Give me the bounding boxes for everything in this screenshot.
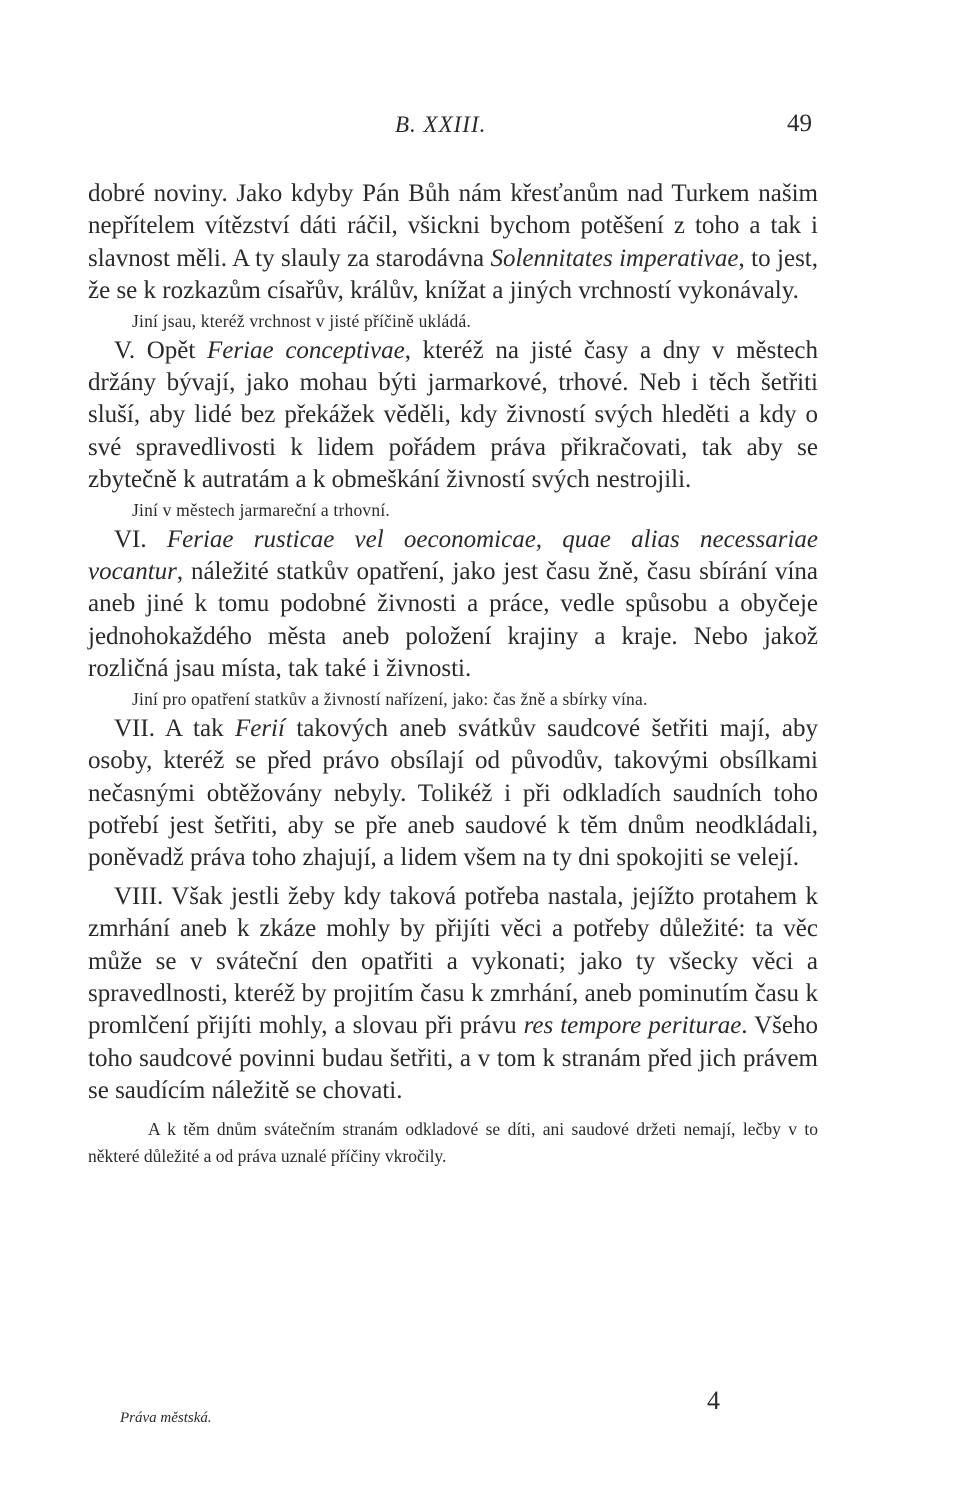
margin-note: A k těm dnům svátečním stranám odkladové se díti, ani saudové držeti nemají, lečby v to některé důležité a od práva uznalé příčiny vkročily. <box>88 1118 818 1166</box>
paragraph-text: VI. <box>114 525 167 553</box>
paragraph-text: V. Opět <box>114 336 208 364</box>
running-header: B. XXIII. <box>395 112 487 137</box>
paragraph-text: , to jest, že se k rozkazům císařův, králův, knížat a jiných vrchností vykonávaly. <box>88 244 818 305</box>
page-body <box>88 178 818 1170</box>
paragraph-vi <box>88 524 818 686</box>
latin-term: res tempore periturae <box>523 1012 742 1040</box>
signature-line: Práva městská. <box>120 1410 212 1426</box>
page-number: 49 <box>787 110 812 137</box>
margin-note: Jiní v městech jarmareční a trhovní. <box>132 499 390 520</box>
paragraph-text: , kteréž na jisté časy a dny v městech držány bývají, jako mohau býti jarmarkové, trhové. Neb i těch šetřiti sluší, aby lidé bez překážek věděli, kdy živností svých hleděti a kdy o své spravedlivosti k lidem pořádem práva přikračovati, tak aby se zbytečně k autratám a k obmeškání živností svých nestrojili. <box>88 336 819 494</box>
margin-note: Jiní jsau, kteréž vrchnost v jisté příčině ukládá. <box>132 310 472 331</box>
sheet-number: 4 <box>707 1386 720 1415</box>
paragraph-v <box>88 335 818 497</box>
margin-note: Jiní pro opatření statkův a živností nařízení, jako: čas žně a sbírky vína. <box>132 688 648 709</box>
latin-term: Ferií <box>234 714 285 742</box>
latin-term: Feriae conceptivae <box>207 336 405 364</box>
latin-term: Solennitates imperativae <box>490 244 739 272</box>
latin-term: Feriae rusticae vel oeconomicae, quae alias necessariae vocantur <box>88 525 818 586</box>
paragraph-text: dobré noviny. Jako kdyby Pán Bůh nám křesťanům nad Turkem našim nepřítelem vítězství dáti ráčil, všickni bychom potěšení z toho a tak i slavnost měli. A ty slauly za starodávna <box>88 180 818 272</box>
paragraph-text: VII. A tak <box>114 714 235 742</box>
paragraph-text: VIII. Však jestli žeby kdy taková potřeba nastala, jejížto protahem k zmrhání aneb k zkáze mohly by přijíti věci a potřeby důležité: ta věc může se v sváteční den opatřiti a vykonati; jako ty všecky věci a spravedlnosti, kteréž by projitím času k zmrhání, aneb pominutím času k promlčení přijíti mohly, a slovau při právu <box>88 882 818 1040</box>
paragraph <box>88 178 818 308</box>
paragraph-vii <box>88 713 818 875</box>
paragraph-text: takových aneb svátkův saudcové šetřiti mají, aby osoby, kteréž se před právo obsílají od původův, takovými obsílkami nečasnými obtěžovány nebyly. Tolikéž i při odkladích saudních toho potřebí jest šetřiti, aby se pře aneb saudové k těm dnům neodkládali, poněvadž práva toho zhajují, a lidem všem na ty dni spokojiti se velejí. <box>88 714 818 872</box>
paragraph-viii <box>88 881 818 1108</box>
paragraph-text: . Všeho toho saudcové povinni budau šetřiti, a v tom k stranám před jich právem se saudícím náležitě se chovati. <box>88 1012 818 1105</box>
paragraph-text: , náležité statkův opatření, jako jest času žně, času sbírání vína aneb jiné k tomu podobné živnosti a práce, vedle spůsobu a obyčeje jednohokaždého města aneb položení krajiny a kraje. Nebo jakož rozličná jsau místa, tak také i živnosti. <box>88 558 818 683</box>
